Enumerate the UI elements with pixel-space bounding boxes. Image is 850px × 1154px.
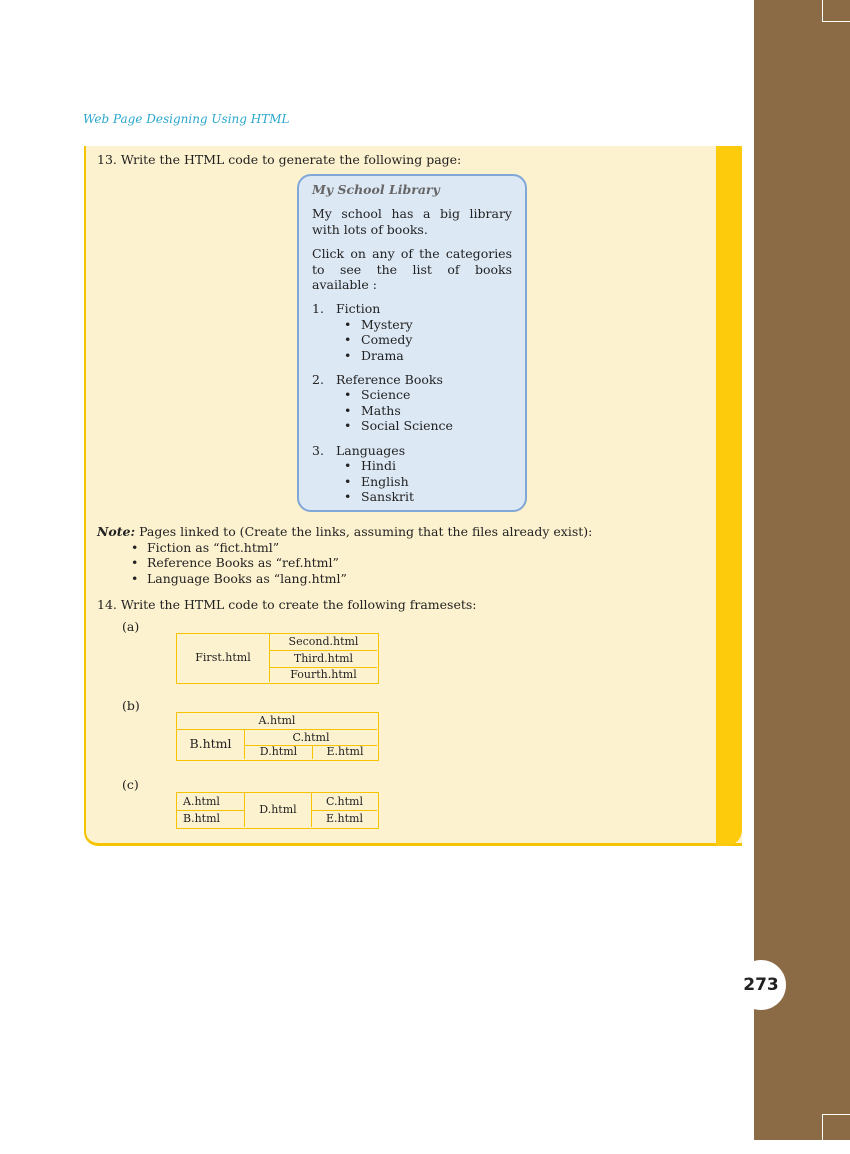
crop-mark-bottom xyxy=(822,1114,850,1154)
frame-e: E.html xyxy=(312,745,377,759)
running-header: Web Page Designing Using HTML xyxy=(83,112,290,126)
frame-fourth: Fourth.html xyxy=(269,667,377,682)
frame-a: A.html xyxy=(183,795,220,808)
list-item: • Social Science xyxy=(312,418,512,433)
frameset-b xyxy=(176,712,379,761)
frameset-label-b: (b) xyxy=(122,698,140,713)
frame-c: C.html xyxy=(244,729,377,745)
list-item: • Mystery xyxy=(312,317,512,332)
note-line: Note: Pages linked to (Create the links, assuming that the files already exist): xyxy=(97,524,593,539)
frame-third: Third.html xyxy=(269,650,377,667)
note-block xyxy=(97,524,592,586)
library-title: My School Library xyxy=(312,182,440,197)
list-item: • Maths xyxy=(312,403,512,418)
list-item: • Comedy xyxy=(312,332,512,347)
frame-b: B.html xyxy=(177,810,244,827)
note-item: • Language Books as “lang.html” xyxy=(97,571,592,587)
library-instruction: Click on any of the categories to see the list of books available : xyxy=(312,246,512,293)
frameset-label-c: (c) xyxy=(122,777,139,792)
list-item: • Drama xyxy=(312,348,512,363)
category-heading: 2. Reference Books xyxy=(312,372,443,388)
frame-b: B.html xyxy=(177,729,244,759)
list-item: • Sanskrit xyxy=(312,489,512,504)
category-heading: 3. Languages xyxy=(312,442,406,458)
question-14: 14. Write the HTML code to create the following framesets: xyxy=(97,597,477,612)
frame-e: E.html xyxy=(311,810,377,827)
library-page-preview xyxy=(297,174,527,512)
crop-mark-top xyxy=(822,0,850,22)
page-number: 273 xyxy=(736,960,786,1010)
question-13: 13. Write the HTML code to generate the following page: xyxy=(97,152,462,167)
frame-d: D.html xyxy=(244,793,311,827)
category-languages xyxy=(312,443,512,505)
note-item: • Reference Books as “ref.html” xyxy=(97,555,592,571)
list-item: • Science xyxy=(312,387,512,402)
note-item: • Fiction as “fict.html” xyxy=(97,540,592,556)
list-item: • English xyxy=(312,474,512,489)
category-fiction xyxy=(312,301,512,363)
library-intro: My school has a big library with lots of books. xyxy=(312,206,512,237)
list-item: • Hindi xyxy=(312,458,512,473)
frameset-label-a: (a) xyxy=(122,619,140,634)
frame-first: First.html xyxy=(195,651,251,664)
frameset-c xyxy=(176,792,379,829)
frame-a: A.html xyxy=(258,714,296,727)
frame-second: Second.html xyxy=(269,634,377,650)
panel-side-strip xyxy=(716,146,742,846)
category-heading: 1. Fiction xyxy=(312,301,381,317)
frame-d: D.html xyxy=(244,745,312,759)
frame-c: C.html xyxy=(311,793,377,810)
category-reference xyxy=(312,372,512,434)
frameset-a xyxy=(176,633,379,684)
